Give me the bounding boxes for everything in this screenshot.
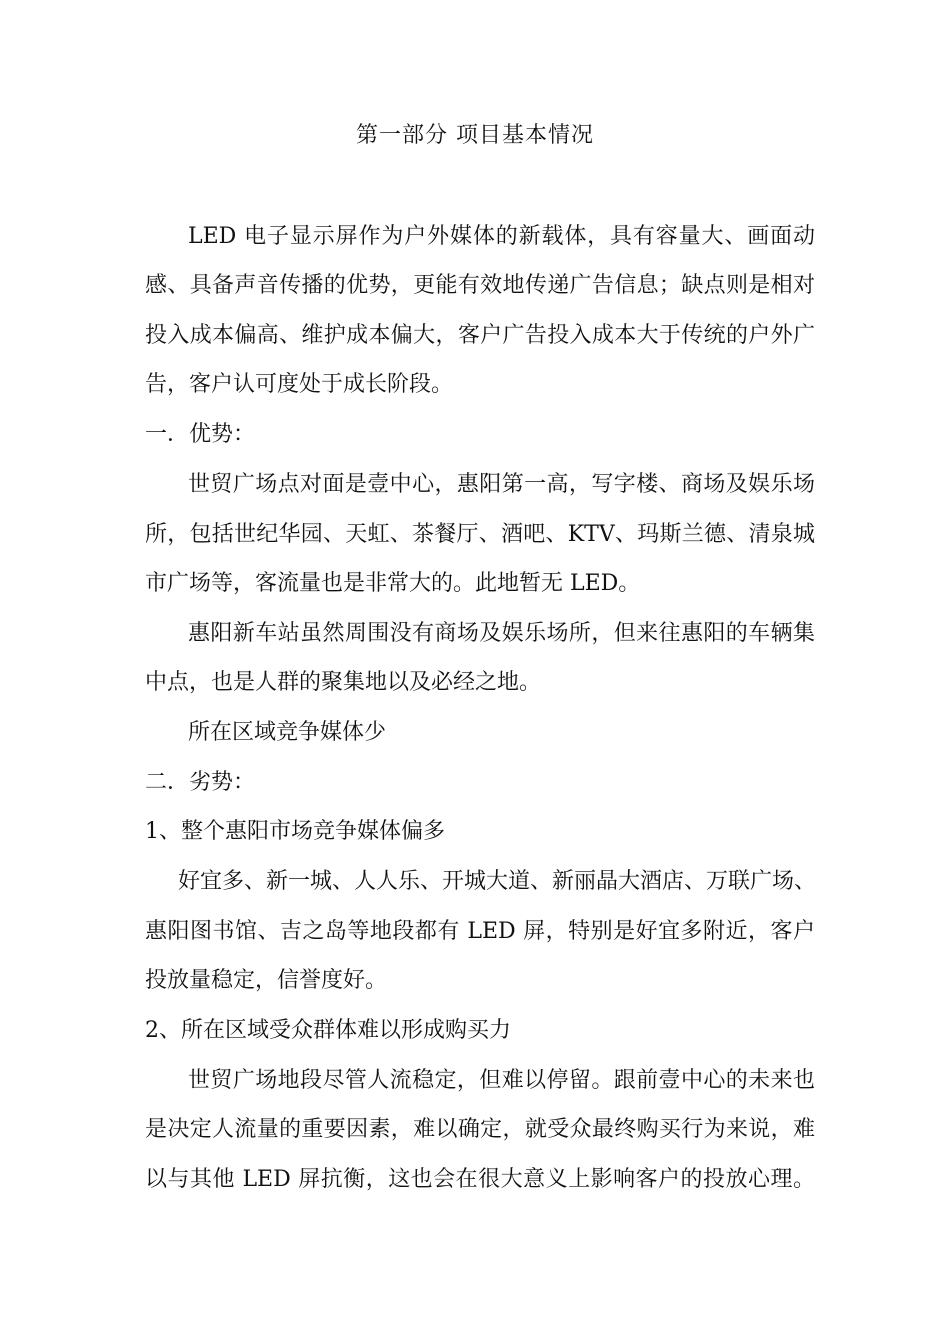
page-title: 第一部分 项目基本情况 [356, 123, 594, 148]
advantages-para2-line-1: 惠阳新车站虽然周围没有商场及娱乐场所，但来往惠阳的车辆集 [188, 621, 815, 646]
advantages-para3: 所在区域竞争媒体少 [188, 720, 387, 745]
disadvantage-2-heading: 2、所在区域受众群体难以形成购买力 [145, 1018, 511, 1043]
section-heading-advantages: 一．优势： [145, 422, 256, 447]
advantages-para1-line-3: 市广场等，客流量也是非常大的。此地暂无 LED。 [145, 571, 641, 596]
disadvantage-2-line-3: 以与其他 LED 屏抗衡，这也会在很大意义上影响客户的投放心理。 [145, 1167, 815, 1192]
intro-line-2: 感、具备声音传播的优势，更能有效地传递广告信息；缺点则是相对 [145, 273, 815, 298]
disadvantage-1-heading: 1、整个惠阳市场竞争媒体偏多 [145, 819, 445, 844]
advantages-para1-line-2: 所，包括世纪华园、天虹、茶餐厅、酒吧、KTV、玛斯兰德、清泉城 [145, 522, 815, 547]
section-heading-disadvantages: 二．劣势： [145, 770, 256, 795]
intro-line-3: 投入成本偏高、维护成本偏大，客户广告投入成本大于传统的户外广 [145, 323, 815, 348]
disadvantage-1-line-1: 好宜多、新一城、人人乐、开城大道、新丽晶大酒店、万联广场、 [178, 869, 817, 894]
advantages-para2-line-2: 中点，也是人群的聚集地以及必经之地。 [145, 670, 542, 695]
advantages-para1-line-1: 世贸广场点对面是壹中心，惠阳第一高，写字楼、商场及娱乐场 [188, 472, 815, 497]
disadvantage-2-line-1: 世贸广场地段尽管人流稳定，但难以停留。跟前壹中心的未来也 [188, 1068, 815, 1093]
intro-line-4: 告，客户认可度处于成长阶段。 [145, 372, 454, 397]
disadvantage-1-line-3: 投放量稳定，信誉度好。 [145, 968, 388, 993]
intro-line-1: LED 电子显示屏作为户外媒体的新载体，具有容量大、画面动 [188, 224, 815, 249]
disadvantage-2-line-2: 是决定人流量的重要因素，难以确定，就受众最终购买行为来说，难 [145, 1117, 815, 1142]
disadvantage-1-line-2: 惠阳图书馆、吉之岛等地段都有 LED 屏，特别是好宜多附近，客户 [145, 919, 815, 944]
